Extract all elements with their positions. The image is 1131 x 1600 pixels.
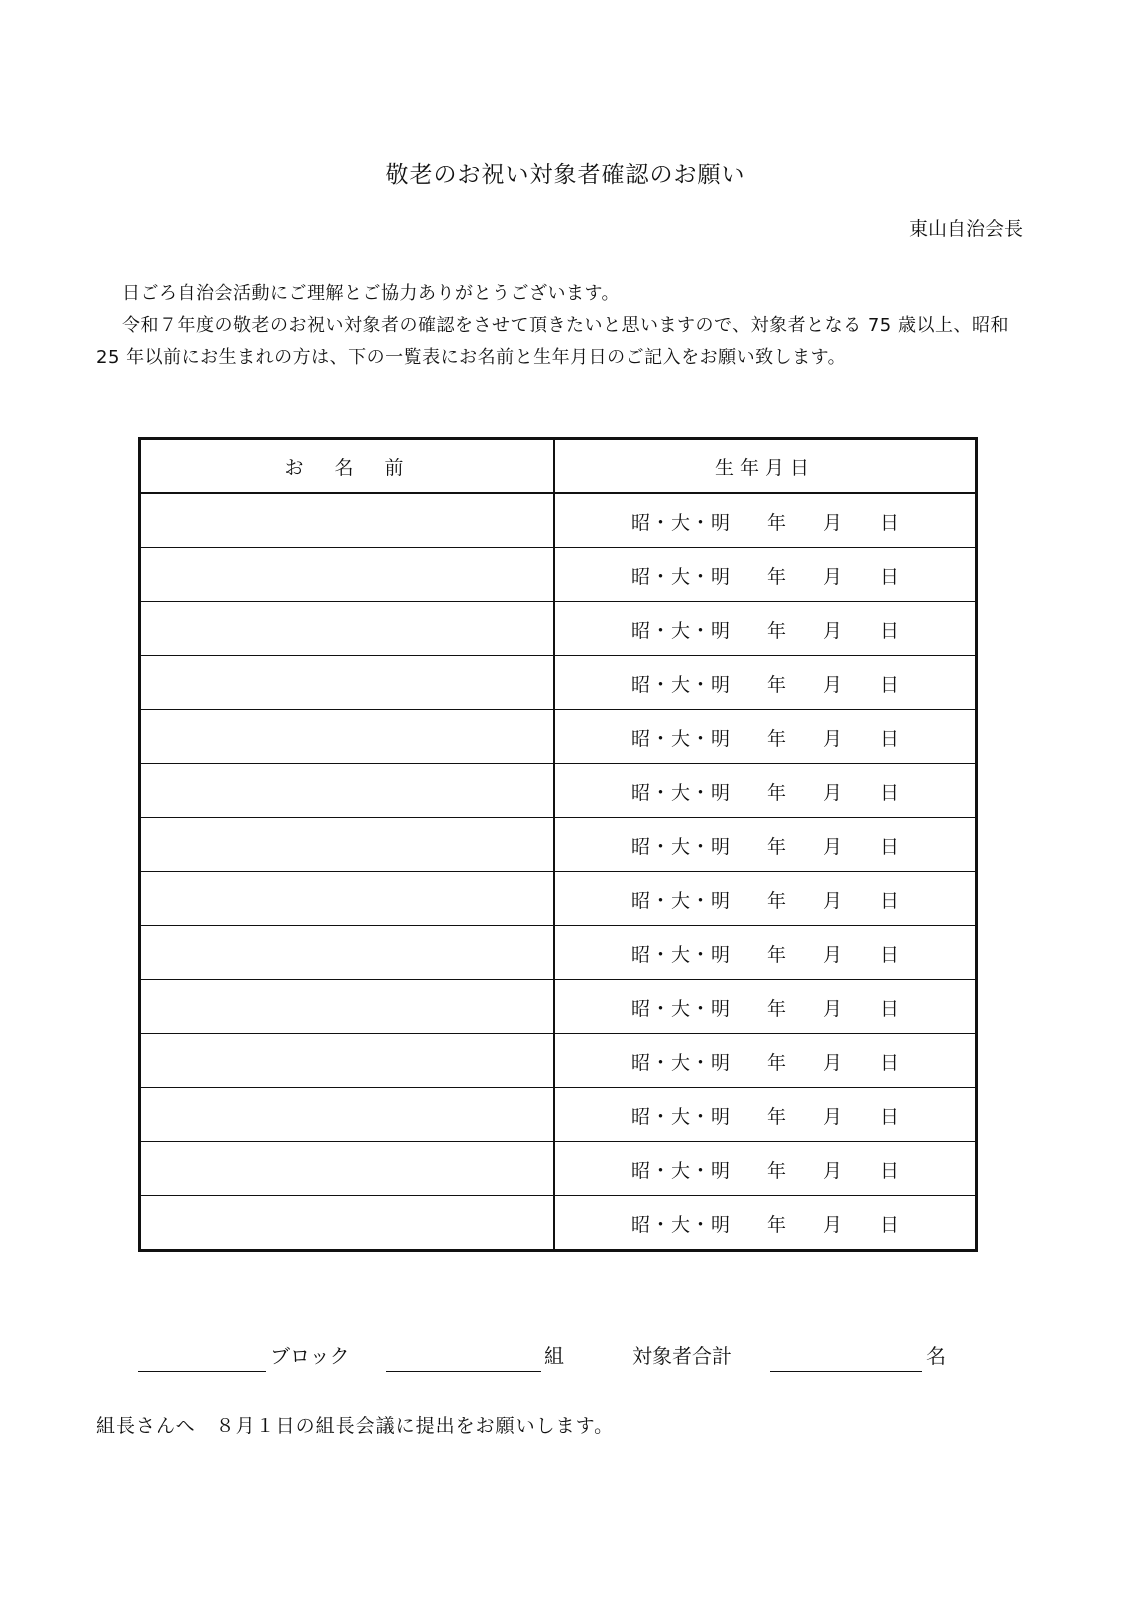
day-label: 日 — [880, 674, 900, 696]
table-row — [140, 1196, 977, 1251]
month-label: 月 — [823, 1160, 843, 1182]
name-column-header: お 名 前 — [140, 439, 555, 494]
intro-paragraph: 日ごろ自治会活動にご理解とご協力ありがとうございます。 — [122, 283, 621, 304]
year-label: 年 — [767, 566, 787, 588]
table-row — [140, 872, 977, 926]
name-cell[interactable] — [140, 1196, 555, 1251]
organization-name: 東山自治会長 — [908, 218, 1023, 240]
era-label: 昭・大・明 — [631, 944, 732, 966]
year-label: 年 — [767, 620, 787, 642]
name-cell[interactable] — [140, 1142, 555, 1196]
month-label: 月 — [823, 890, 843, 912]
group-label: 組 — [544, 1344, 564, 1368]
name-cell[interactable] — [140, 980, 555, 1034]
name-cell[interactable] — [140, 1088, 555, 1142]
table-row — [140, 926, 977, 980]
table-row — [140, 764, 977, 818]
submission-note: 組長さんへ ８月１日の組長会議に提出をお願いします。 — [96, 1415, 615, 1437]
dob-cell[interactable] — [554, 493, 977, 548]
month-label: 月 — [823, 998, 843, 1020]
total-blank[interactable] — [770, 1370, 922, 1372]
dob-cell[interactable] — [554, 1034, 977, 1088]
year-label: 年 — [767, 1160, 787, 1182]
day-label: 日 — [880, 1214, 900, 1236]
name-cell[interactable] — [140, 926, 555, 980]
table-row — [140, 980, 977, 1034]
dob-cell[interactable] — [554, 1088, 977, 1142]
table-row — [140, 710, 977, 764]
name-cell[interactable] — [140, 656, 555, 710]
month-label: 月 — [823, 674, 843, 696]
year-label: 年 — [767, 1106, 787, 1128]
year-label: 年 — [767, 674, 787, 696]
day-label: 日 — [880, 620, 900, 642]
year-label: 年 — [767, 1214, 787, 1236]
month-label: 月 — [823, 836, 843, 858]
day-label: 日 — [880, 890, 900, 912]
day-label: 日 — [880, 782, 900, 804]
count-unit-label: 名 — [926, 1344, 946, 1368]
era-label: 昭・大・明 — [631, 728, 732, 750]
day-label: 日 — [880, 998, 900, 1020]
year-label: 年 — [767, 512, 787, 534]
era-label: 昭・大・明 — [631, 836, 732, 858]
dob-cell[interactable] — [554, 656, 977, 710]
summary-line — [138, 1340, 968, 1374]
month-label: 月 — [823, 1214, 843, 1236]
day-label: 日 — [880, 512, 900, 534]
year-label: 年 — [767, 998, 787, 1020]
dob-cell[interactable] — [554, 602, 977, 656]
era-label: 昭・大・明 — [631, 890, 732, 912]
dob-column-header: 生年月日 — [554, 439, 977, 494]
block-blank[interactable] — [138, 1370, 266, 1372]
group-blank[interactable] — [386, 1370, 541, 1372]
year-label: 年 — [767, 1052, 787, 1074]
day-label: 日 — [880, 1106, 900, 1128]
era-label: 昭・大・明 — [631, 566, 732, 588]
year-label: 年 — [767, 890, 787, 912]
day-label: 日 — [880, 836, 900, 858]
dob-cell[interactable] — [554, 872, 977, 926]
era-label: 昭・大・明 — [631, 1052, 732, 1074]
dob-cell[interactable] — [554, 764, 977, 818]
name-cell[interactable] — [140, 493, 555, 548]
month-label: 月 — [823, 566, 843, 588]
era-label: 昭・大・明 — [631, 1106, 732, 1128]
table-row — [140, 493, 977, 548]
name-cell[interactable] — [140, 764, 555, 818]
dob-cell[interactable] — [554, 926, 977, 980]
day-label: 日 — [880, 566, 900, 588]
year-label: 年 — [767, 782, 787, 804]
name-cell[interactable] — [140, 710, 555, 764]
era-label: 昭・大・明 — [631, 674, 732, 696]
request-paragraph: 令和７年度の敬老のお祝い対象者の確認をさせて頂きたいと思いますので、対象者となる 75 歳以上、昭和 25 年以前にお生まれの方は、下の一覧表にお名前と生年月日のご記入をお願い致します。 — [96, 315, 1009, 368]
table-header-row — [140, 439, 977, 494]
name-cell[interactable] — [140, 872, 555, 926]
dob-cell[interactable] — [554, 1142, 977, 1196]
dob-cell[interactable] — [554, 1196, 977, 1251]
name-cell[interactable] — [140, 1034, 555, 1088]
dob-cell[interactable] — [554, 710, 977, 764]
year-label: 年 — [767, 944, 787, 966]
dob-cell[interactable] — [554, 548, 977, 602]
month-label: 月 — [823, 782, 843, 804]
day-label: 日 — [880, 728, 900, 750]
table-row — [140, 548, 977, 602]
month-label: 月 — [823, 620, 843, 642]
table-body — [140, 493, 977, 1251]
month-label: 月 — [823, 728, 843, 750]
table-row — [140, 1142, 977, 1196]
month-label: 月 — [823, 1052, 843, 1074]
year-label: 年 — [767, 836, 787, 858]
name-cell[interactable] — [140, 818, 555, 872]
month-label: 月 — [823, 944, 843, 966]
document-title: 敬老のお祝い対象者確認のお願い — [385, 162, 746, 188]
day-label: 日 — [880, 944, 900, 966]
table-row — [140, 1088, 977, 1142]
era-label: 昭・大・明 — [631, 782, 732, 804]
day-label: 日 — [880, 1160, 900, 1182]
dob-cell[interactable] — [554, 980, 977, 1034]
dob-cell[interactable] — [554, 818, 977, 872]
month-label: 月 — [823, 1106, 843, 1128]
era-label: 昭・大・明 — [631, 620, 732, 642]
day-label: 日 — [880, 1052, 900, 1074]
year-label: 年 — [767, 728, 787, 750]
name-cell[interactable] — [140, 548, 555, 602]
era-label: 昭・大・明 — [631, 512, 732, 534]
era-label: 昭・大・明 — [631, 1160, 732, 1182]
table-row — [140, 656, 977, 710]
table-row — [140, 1034, 977, 1088]
era-label: 昭・大・明 — [631, 1214, 732, 1236]
name-cell[interactable] — [140, 602, 555, 656]
block-label: ブロック — [270, 1344, 350, 1368]
total-label: 対象者合計 — [632, 1344, 732, 1368]
month-label: 月 — [823, 512, 843, 534]
table-row — [140, 602, 977, 656]
table-row — [140, 818, 977, 872]
entry-table — [138, 437, 978, 1252]
era-label: 昭・大・明 — [631, 998, 732, 1020]
